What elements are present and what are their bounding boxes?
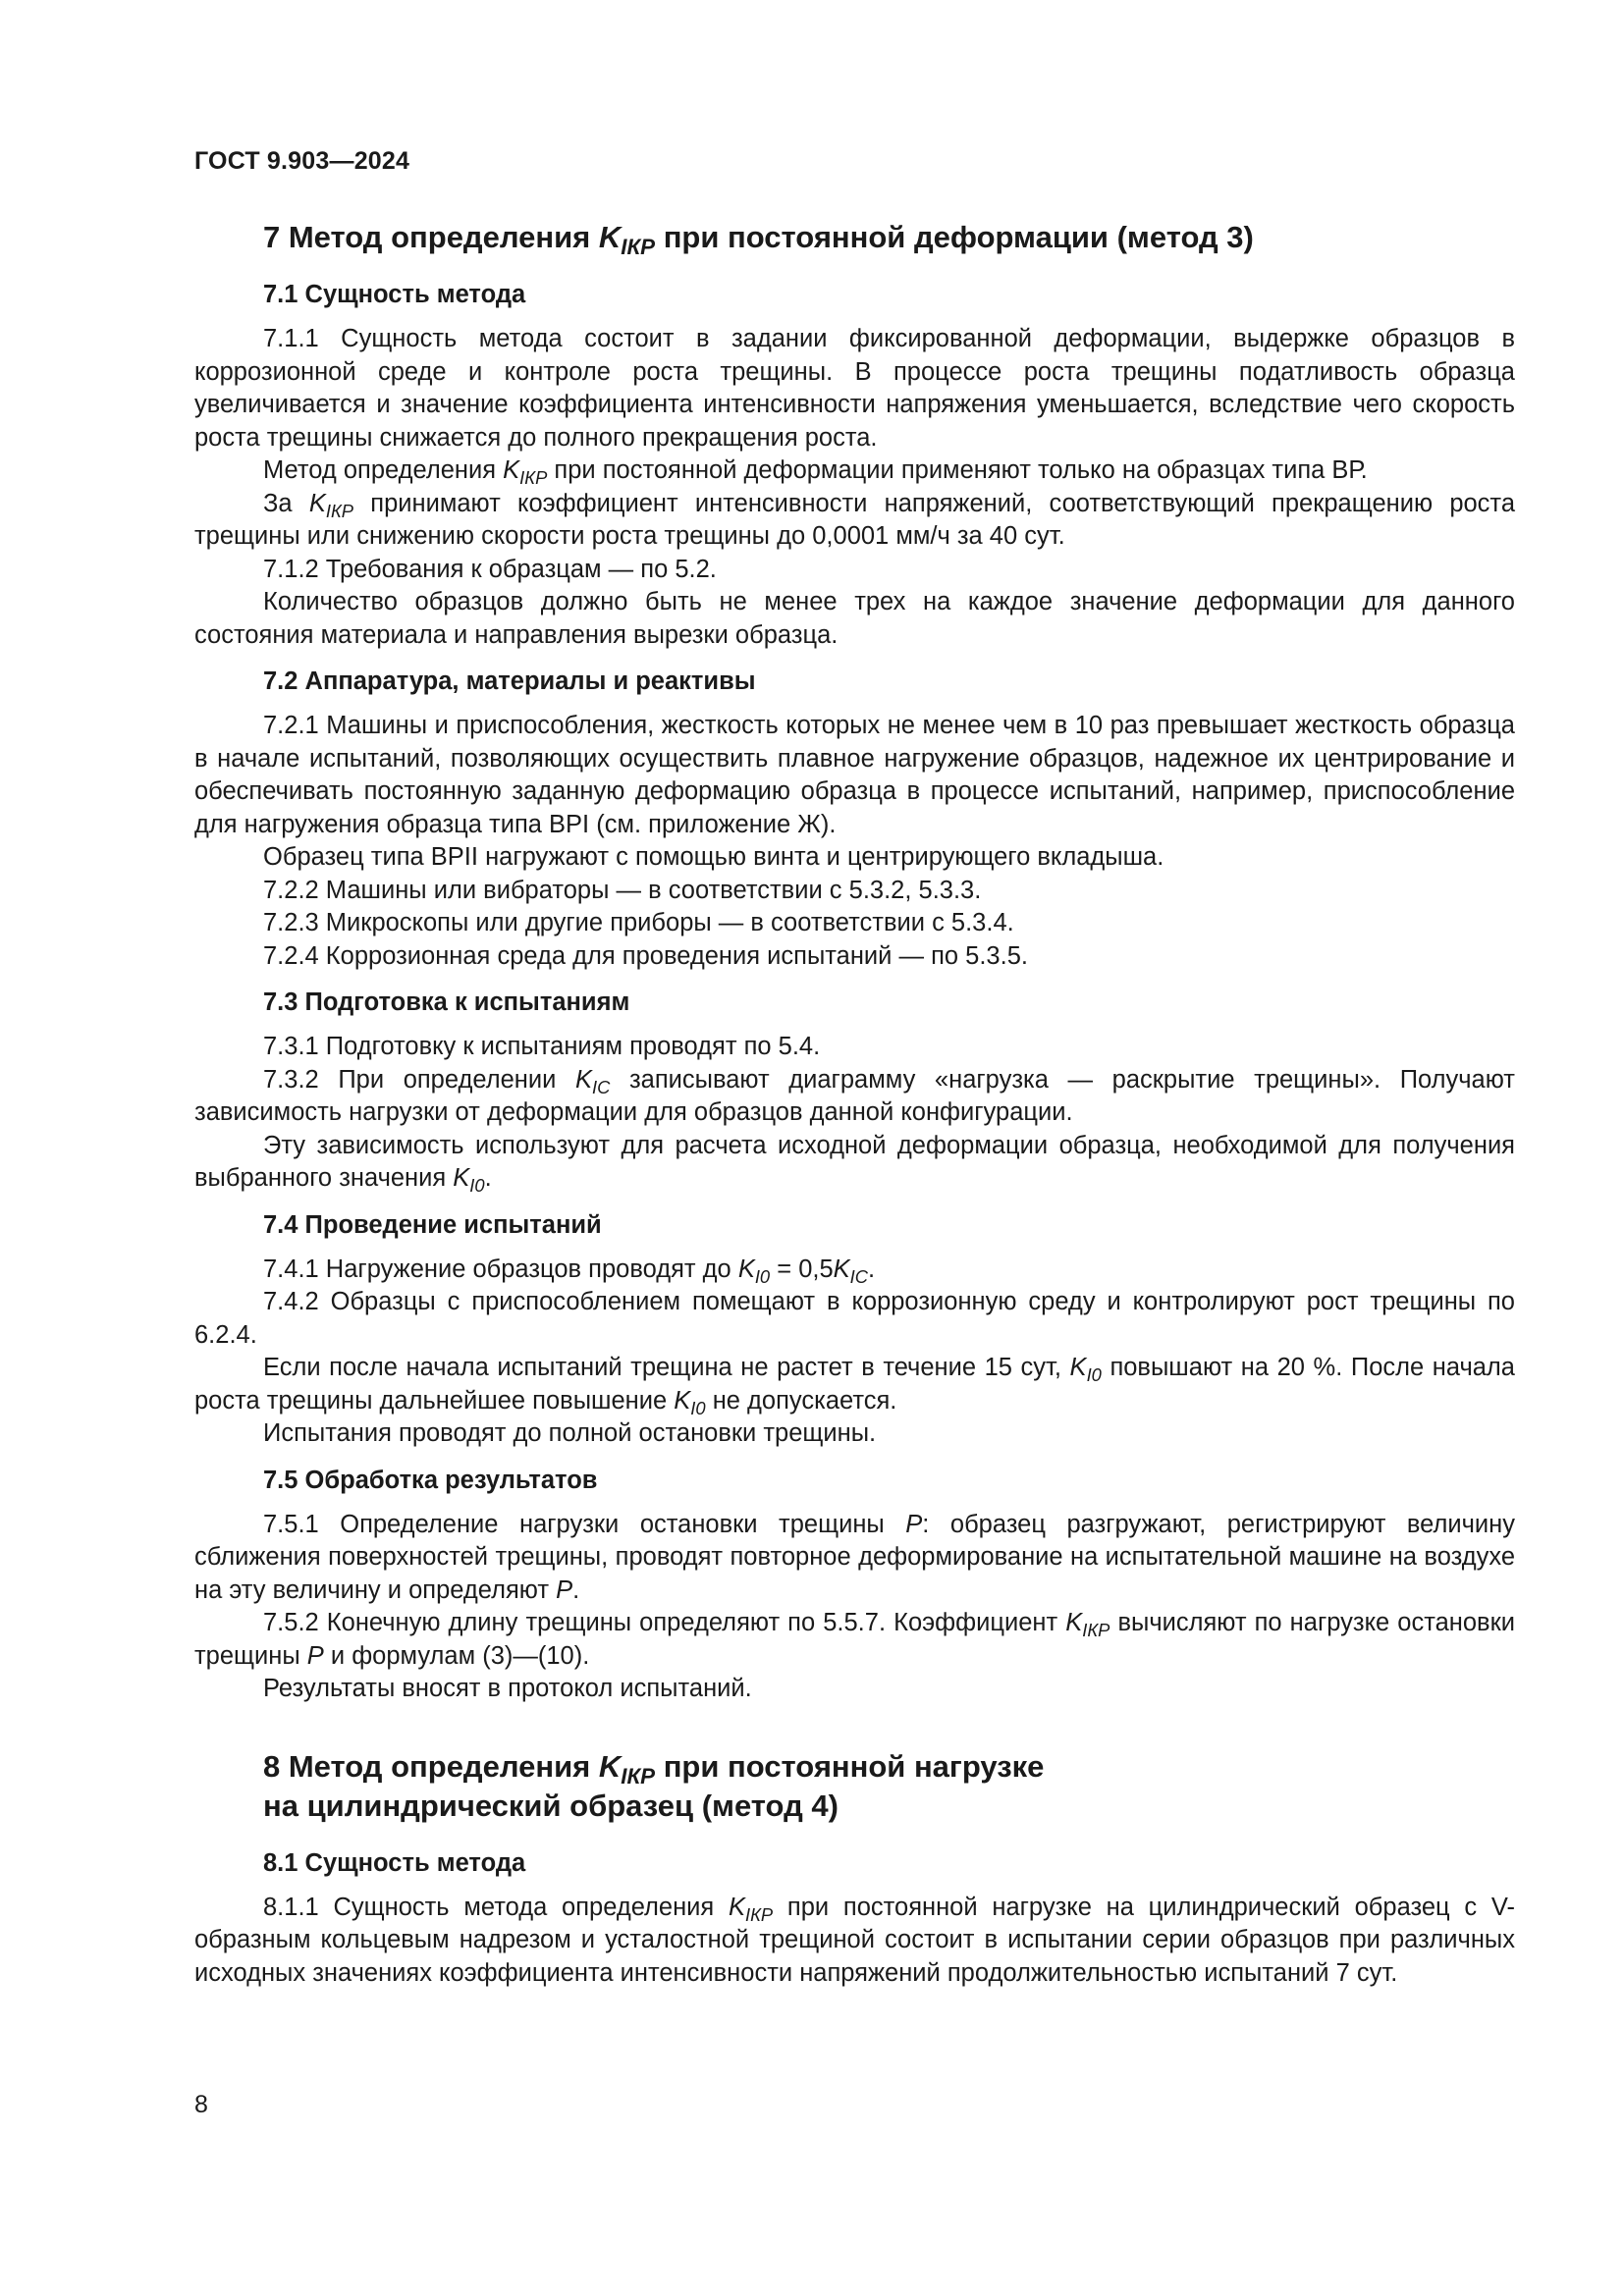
subsection-7-3-heading: 7.3 Подготовка к испытаниям	[263, 988, 630, 1016]
paragraph-7-3-usage: Эту зависимость используют для расчета исходной деформации образца, необходимой для получения выбранного значения $K_{I0}$.	[194, 1131, 1515, 1196]
paragraph-8-1-1: 8.1.1 Сущность метода определения $K_{IКР}$ при постоянной нагрузке на цилиндрический образец с V-образным кольцевым надрезом и усталостной трещиной состоит в испытании серии образцов при различных исходных значениях коэффициента интенсивности напряжений продолжительностью испытаний 7 сут.	[194, 1893, 1516, 1987]
section-7-title: 7 Метод определения $K_{IКР}$ при постоянной деформации (метод 3)	[263, 220, 1254, 260]
paragraph-7-5-1: 7.5.1 Определение нагрузки остановки трещины P: образец разгружают, регистрируют величину сближения поверхностей трещины, проводят повторное деформирование на испытательной машине на воздухе на эту величину и определяют P.	[194, 1510, 1515, 1604]
paragraph-7-3-1: 7.3.1 Подготовку к испытаниям проводят по 5.4.	[263, 1033, 821, 1060]
paragraph-7-5-results: Результаты вносят в протокол испытаний.	[263, 1675, 752, 1702]
page-content	[194, 218, 1515, 1990]
page-number: 8	[194, 2091, 208, 2118]
subsection-7-4-heading: 7.4 Проведение испытаний	[263, 1210, 602, 1239]
paragraph-7-1-2: 7.1.2 Требования к образцам — по 5.2.	[263, 555, 717, 583]
paragraph-7-2-4: 7.2.4 Коррозионная среда для проведения испытаний — по 5.3.5.	[263, 941, 1028, 970]
subsection-7-5-heading: 7.5 Обработка результатов	[263, 1466, 598, 1494]
paragraph-7-2-3: 7.2.3 Микроскопы или другие приборы — в соответствии с 5.3.4.	[263, 909, 1014, 936]
paragraph-7-4-2: 7.4.2 Образцы с приспособлением помещают в коррозионную среду и контролируют рост трещины по 6.2.4.	[194, 1288, 1515, 1349]
paragraph-7-4-until-stop: Испытания проводят до полной остановки трещины.	[263, 1419, 877, 1447]
paragraph-7-2-1: 7.2.1 Машины и приспособления, жесткость которых не менее чем в 10 раз превышает жесткость образца в начале испытаний, позволяющих осуществить плавное нагружение образцов, надежное их центрирование и обеспечивать постоянную заданную деформацию образца в процессе испытаний, например, приспособление для нагружения образца типа ВРI (см. приложение Ж).	[194, 712, 1515, 838]
paragraph-7-2-sample: Образец типа ВРII нагружают с помощью винта и центрирующего вкладыша.	[263, 843, 1164, 871]
paragraph-7-4-1: 7.4.1 Нагружение образцов проводят до $K_{I0} = 0,5K_{IC}$.	[263, 1255, 876, 1287]
running-header: ГОСТ 9.903—2024	[194, 147, 410, 175]
paragraph-7-1-method: Метод определения $K_{IКР}$ при постоянной деформации применяют только на образцах типа ВР.	[263, 456, 1368, 488]
paragraph-7-1-criterion: За $K_{IКР}$ принимают коэффициент интенсивности напряжений, соответствующий прекращению роста трещины или снижению скорости роста трещины до 0,0001 мм/ч за 40 сут.	[194, 489, 1516, 550]
paragraph-7-1-1: 7.1.1 Сущность метода состоит в задании фиксированной деформации, выдержке образцов в коррозионной среде и контроле роста трещины. В процессе роста трещины податливость образца увеличивается и значение коэффициента интенсивности напряжения уменьшается, вследствие чего скорость роста трещины снижается до полного прекращения роста.	[194, 325, 1515, 452]
paragraph-7-5-2: 7.5.2 Конечную длину трещины определяют по 5.5.7. Коэффициент $K_{IКР}$ вычисляют по нагрузке остановки трещины P и формулам (3)—(10).	[194, 1609, 1515, 1670]
paragraph-7-2-2: 7.2.2 Машины или вибраторы — в соответствии с 5.3.2, 5.3.3.	[263, 876, 982, 904]
subsection-7-1-heading: 7.1 Сущность метода	[263, 281, 526, 308]
paragraph-7-3-2: 7.3.2 При определении $K_{IC}$ записывают диаграмму «нагрузка — раскрытие трещины». Получают зависимость нагрузки от деформации для образцов данной конфигурации.	[194, 1065, 1515, 1126]
section-8-title: 8 Метод определения $K_{IКР}$ при постоянной нагрузке на цилиндрический образец (метод 4)	[263, 1748, 1045, 1823]
subsection-8-1-heading: 8.1 Сущность метода	[263, 1848, 526, 1877]
paragraph-7-4-no-growth: Если после начала испытаний трещина не растет в течение 15 сут, $K_{I0}$ повышают на 20 %. После начала роста трещины дальнейшее повышение $K_{I0}$ не допускается.	[194, 1354, 1515, 1418]
subsection-7-2-heading: 7.2 Аппаратура, материалы и реактивы	[263, 667, 756, 695]
paragraph-7-1-quantity: Количество образцов должно быть не менее трех на каждое значение деформации для данного состояния материала и направления вырезки образца.	[194, 588, 1515, 649]
